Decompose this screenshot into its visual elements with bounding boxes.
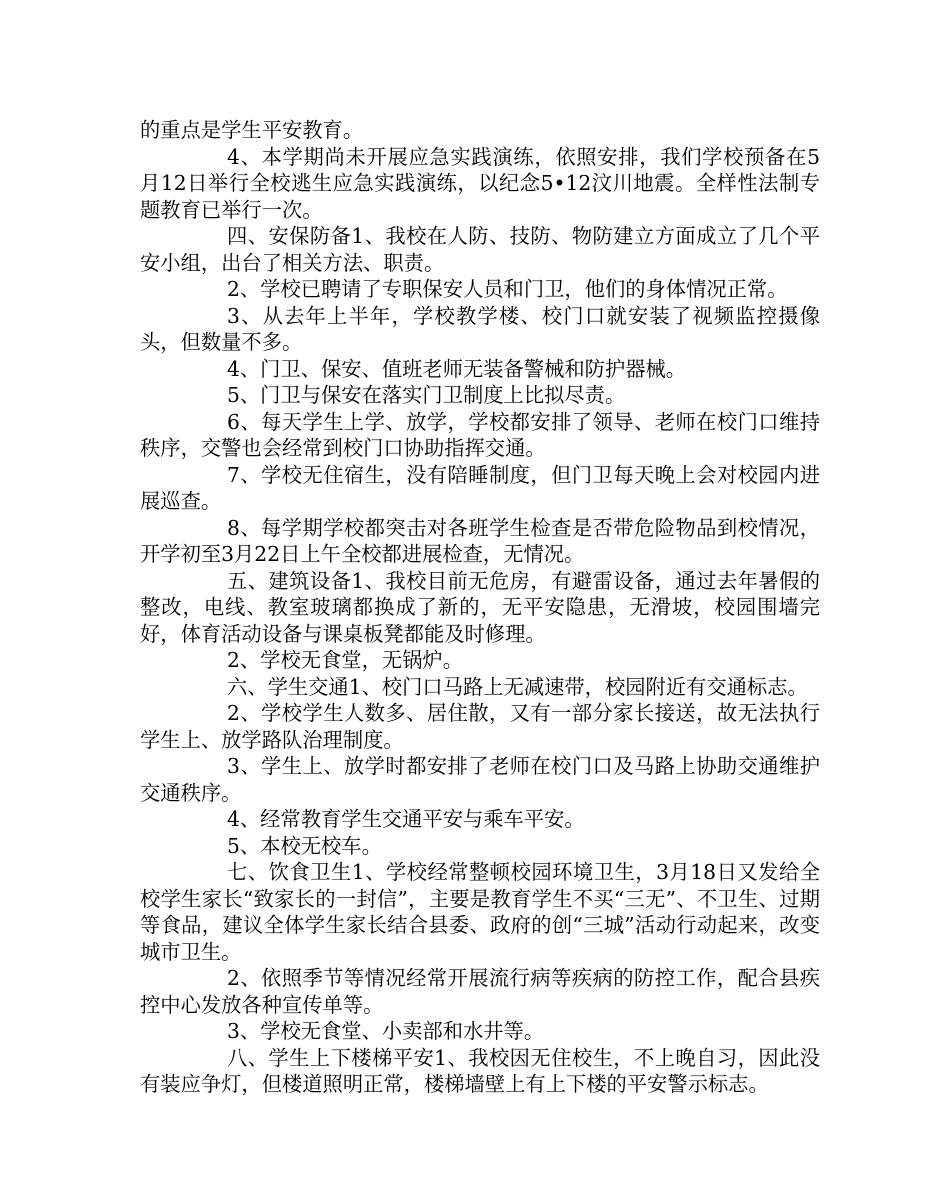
paragraph-15: 3、学生上、放学时都安排了老师在校门口及马路上协助交通维护交通秩序。 xyxy=(140,754,820,805)
paragraph-10: 8、每学期学校都突击对各班学生检查是否带危险物品到校情况，开学初至3月22日上午全校都进展检查，无情况。 xyxy=(140,515,820,566)
paragraph-4: 2、学校已聘请了专职保安人员和门卫，他们的身体情况正常。 xyxy=(227,277,788,301)
paragraph-11: 五、建筑设备1、我校目前无危房，有避雷设备，通过去年暑假的整改，电线、教室玻璃都换成了新的，无平安隐患，无滑坡，校园围墙完好，体育活动设备与课桌板凳都能及时修理。 xyxy=(140,568,820,646)
paragraph-3: 四、安保防备1、我校在人防、技防、物防建立方面成立了几个平安小组，出台了相关方法、职责。 xyxy=(140,224,820,275)
paragraph-18: 七、饮食卫生1、学校经常整顿校园环境卫生，3月18日又发给全校学生家长“致家长的一封信”，主要是教育学生不买“三无”、不卫生、过期等食品，建议全体学生家长结合县委、政府的创“三城”活动行动起来，改变城市卫生。 xyxy=(140,860,820,964)
paragraph-1: 的重点是学生平安教育。 xyxy=(140,118,364,142)
paragraph-17: 5、本校无校车。 xyxy=(227,833,382,858)
paragraph-13: 六、学生交通1、校门口马路上无减速带，校园附近有交通标志。 xyxy=(227,674,808,699)
paragraph-14: 2、学校学生人数多、居住散，又有一部分家长接送，故无法执行学生上、放学路队治理制度。 xyxy=(140,701,820,752)
paragraph-8: 6、每天学生上学、放学，学校都安排了领导、老师在校门口维持秩序，交警也会经常到校门口协助指挥交通。 xyxy=(140,409,820,460)
paragraph-5: 3、从去年上半年，学校教学楼、校门口就安装了视频监控摄像头，但数量不多。 xyxy=(140,303,820,354)
paragraph-19: 2、依照季节等情况经常开展流行病等疾病的防控工作，配合县疾控中心发放各种宣传单等。 xyxy=(140,966,820,1017)
paragraph-2: 4、本学期尚未开展应急实践演练，依照安排，我们学校预备在5月12日举行全校逃生应急实践演练，以纪念5•12汶川地震。全样性法制专题教育已举行一次。 xyxy=(140,144,820,222)
paragraph-12: 2、学校无食堂，无锅炉。 xyxy=(227,648,463,672)
paragraph-20: 3、学校无食堂、小卖部和水井等。 xyxy=(227,1019,545,1043)
document-body xyxy=(140,117,820,1098)
paragraph-7: 5、门卫与保安在落实门卫制度上比拟尽责。 xyxy=(227,383,626,407)
paragraph-9: 7、学校无住宿生，没有陪睡制度，但门卫每天晚上会对校园内进展巡查。 xyxy=(140,462,820,513)
paragraph-6: 4、门卫、保安、值班老师无装备警械和防护器械。 xyxy=(227,356,687,381)
paragraph-21: 八、学生上下楼梯平安1、我校因无住校生，不上晚自习，因此没有装应争灯，但楼道照明正常，楼梯墙壁上有上下楼的平安警示标志。 xyxy=(140,1045,820,1096)
paragraph-16: 4、经常教育学生交通平安与乘车平安。 xyxy=(227,807,585,831)
